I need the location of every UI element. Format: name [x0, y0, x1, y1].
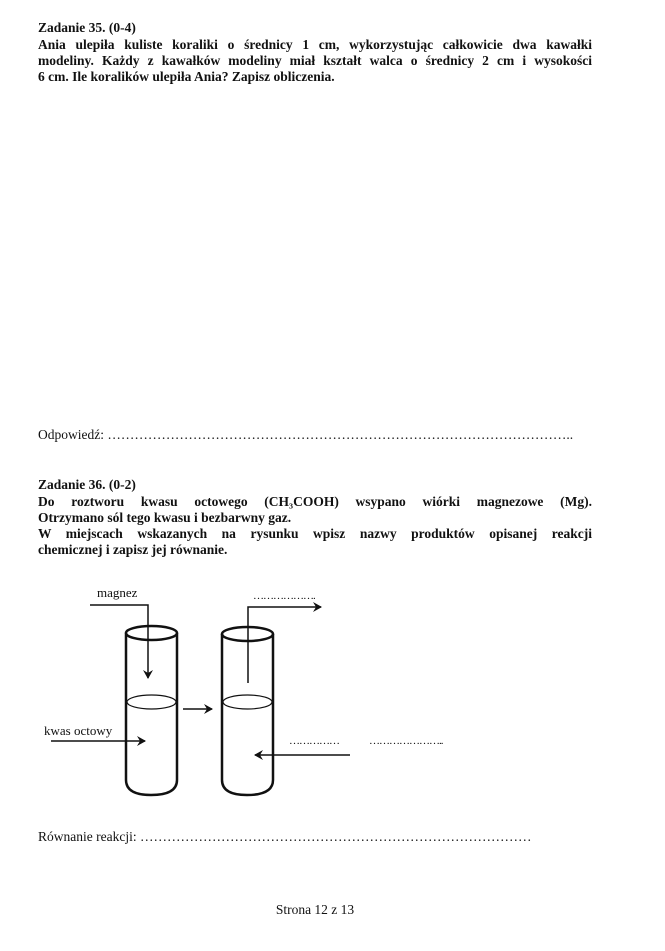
blank-gas-product[interactable]: ……………….	[253, 590, 315, 602]
task-35-line: Ania ulepiła kuliste koraliki o średnicy 1 cm, wykorzystując całkowicie dwa kawałki	[38, 37, 592, 52]
task-36-line: chemicznej i zapisz jej równanie.	[38, 542, 228, 557]
blank-salt-product-1[interactable]: ……………	[289, 735, 339, 747]
test-tube-1	[126, 626, 177, 795]
answer-line[interactable]: Odpowiedź: …………………………………………………………………………………………..	[38, 427, 574, 442]
task-36-title: Zadanie 36. (0-2)	[38, 477, 136, 492]
task-36-line: W miejscach wskazanych na rysunku wpisz nazwy produktów opisanej reakcji	[38, 526, 592, 541]
task-36-line: Do roztworu kwasu octowego (CH₃COOH) wsypano wiórki magnezowe (Mg).	[38, 494, 592, 509]
equation-line[interactable]: Równanie reakcji: ……………………………………………………………………………	[38, 829, 532, 844]
task-35-line: 6 cm. Ile koralików ulepiła Ania? Zapisz obliczenia.	[38, 69, 335, 84]
blank-salt-product-2[interactable]: …………………..	[369, 735, 443, 747]
task-36-line: Otrzymano sól tego kwasu i bezbarwny gaz.	[38, 510, 292, 525]
label-kwas-octowy: kwas octowy	[44, 723, 113, 738]
page-number: Strona 12 z 13	[275, 902, 355, 917]
task-35-line: modeliny. Każdy z kawałków modeliny miał kształt walca o średnicy 2 cm i wysokości	[38, 53, 592, 68]
label-magnez: magnez	[97, 585, 138, 600]
magnez-arrow	[90, 605, 148, 678]
task-35-title: Zadanie 35. (0-4)	[38, 20, 136, 35]
gas-arrow	[248, 607, 321, 683]
